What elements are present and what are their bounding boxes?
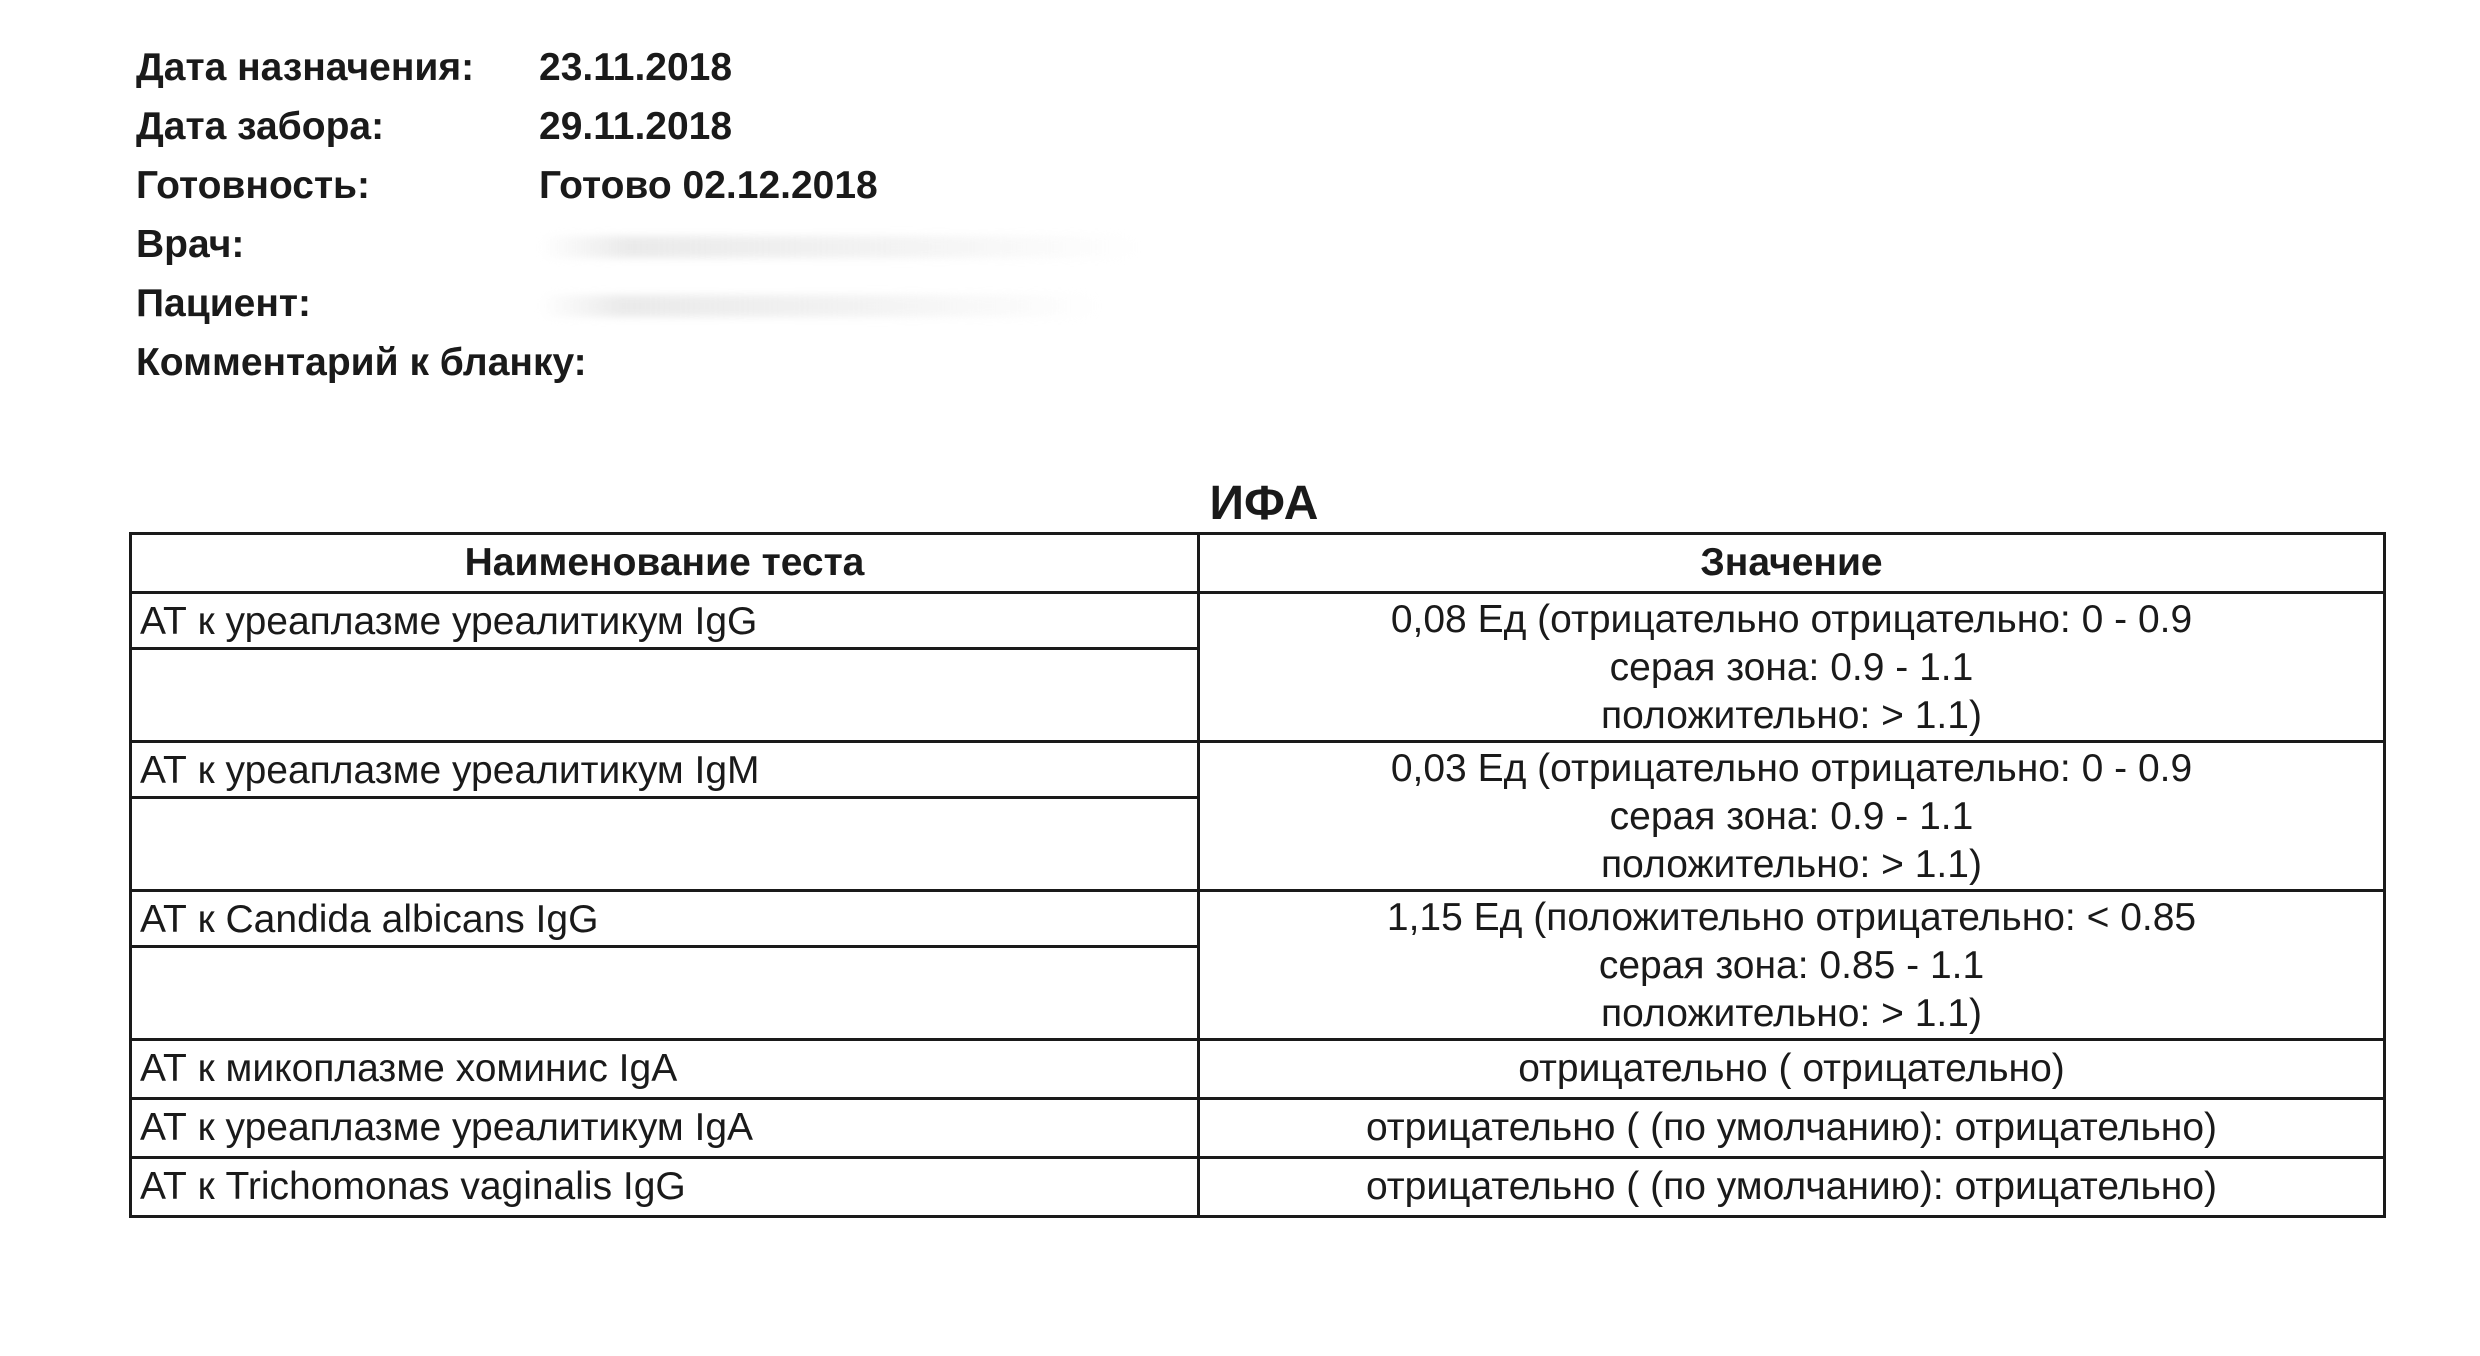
form-header [136, 38, 1139, 392]
header-row-comment [136, 333, 1139, 392]
test-value-cell [1199, 891, 2385, 1040]
doctor-redacted-value [539, 236, 1139, 258]
comment-label: Комментарий к бланку: [136, 340, 587, 384]
test-name-cell [131, 1099, 1199, 1158]
section-title: ИФА [1209, 477, 1319, 530]
header-row-readiness [136, 156, 1139, 215]
table-row [131, 1099, 2385, 1158]
sampling-date-label: Дата забора: [136, 104, 385, 148]
table-row [131, 742, 2385, 891]
test-value-line: отрицательно ( отрицательно) [1518, 1047, 2065, 1090]
test-name: АТ к Trichomonas vaginalis IgG [140, 1165, 686, 1208]
test-name: АТ к уреаплазме уреалитикум IgA [140, 1106, 754, 1149]
doctor-label: Врач: [136, 222, 245, 266]
appointment-date-value: 23.11.2018 [539, 45, 733, 89]
patient-label: Пациент: [136, 281, 312, 325]
header-row-patient [136, 274, 1139, 333]
test-value-cell [1199, 742, 2385, 891]
column-header-value: Значение [1199, 534, 2385, 593]
test-value-cell [1199, 593, 2385, 742]
header-row-doctor [136, 215, 1139, 274]
patient-redacted-value [539, 295, 1099, 317]
test-value-cell [1199, 1099, 2385, 1158]
table-row [131, 593, 2385, 742]
test-value-line: положительно: > 1.1) [1601, 694, 1982, 737]
test-value-line: 0,03 Ед (отрицательно отрицательно: 0 - 0.9 [1390, 747, 2193, 790]
test-name: АТ к микоплазме хоминис IgA [140, 1047, 678, 1090]
table-header-row [131, 534, 2385, 593]
test-value-line: серая зона: 0.9 - 1.1 [1609, 795, 1974, 838]
test-name: АТ к уреаплазме уреалитикум IgM [132, 743, 1197, 799]
test-value-cell [1199, 1158, 2385, 1217]
header-row-sampling-date [136, 97, 1139, 156]
test-name-cell [131, 1158, 1199, 1217]
test-value-line: отрицательно ( (по умолчанию): отрицательно) [1365, 1106, 2218, 1149]
test-value-line: 0,08 Ед (отрицательно отрицательно: 0 - 0.9 [1390, 598, 2193, 641]
test-value-line: положительно: > 1.1) [1601, 843, 1982, 886]
test-value-line: 1,15 Ед (положительно отрицательно: < 0.85 [1386, 896, 2197, 939]
test-name-cell [131, 742, 1199, 891]
header-row-appointment-date [136, 38, 1139, 97]
test-name-cell [131, 593, 1199, 742]
table-row [131, 891, 2385, 1040]
test-value-cell [1199, 1040, 2385, 1099]
test-name: АТ к Candida albicans IgG [132, 892, 1197, 948]
test-value-line: серая зона: 0.9 - 1.1 [1609, 646, 1974, 689]
results-table [129, 532, 2386, 1218]
readiness-label: Готовность: [136, 163, 371, 207]
table-row [131, 1158, 2385, 1217]
test-value-line: серая зона: 0.85 - 1.1 [1598, 944, 1985, 987]
test-name: АТ к уреаплазме уреалитикум IgG [132, 594, 1197, 650]
test-name-cell [131, 1040, 1199, 1099]
table-row [131, 1040, 2385, 1099]
sampling-date-value: 29.11.2018 [539, 104, 733, 148]
column-header-test-name: Наименование теста [131, 534, 1199, 593]
test-value-line: положительно: > 1.1) [1601, 992, 1982, 1035]
readiness-value: Готово 02.12.2018 [539, 163, 878, 207]
test-name-cell [131, 891, 1199, 1040]
appointment-date-label: Дата назначения: [136, 45, 475, 89]
test-value-line: отрицательно ( (по умолчанию): отрицательно) [1365, 1165, 2218, 1208]
